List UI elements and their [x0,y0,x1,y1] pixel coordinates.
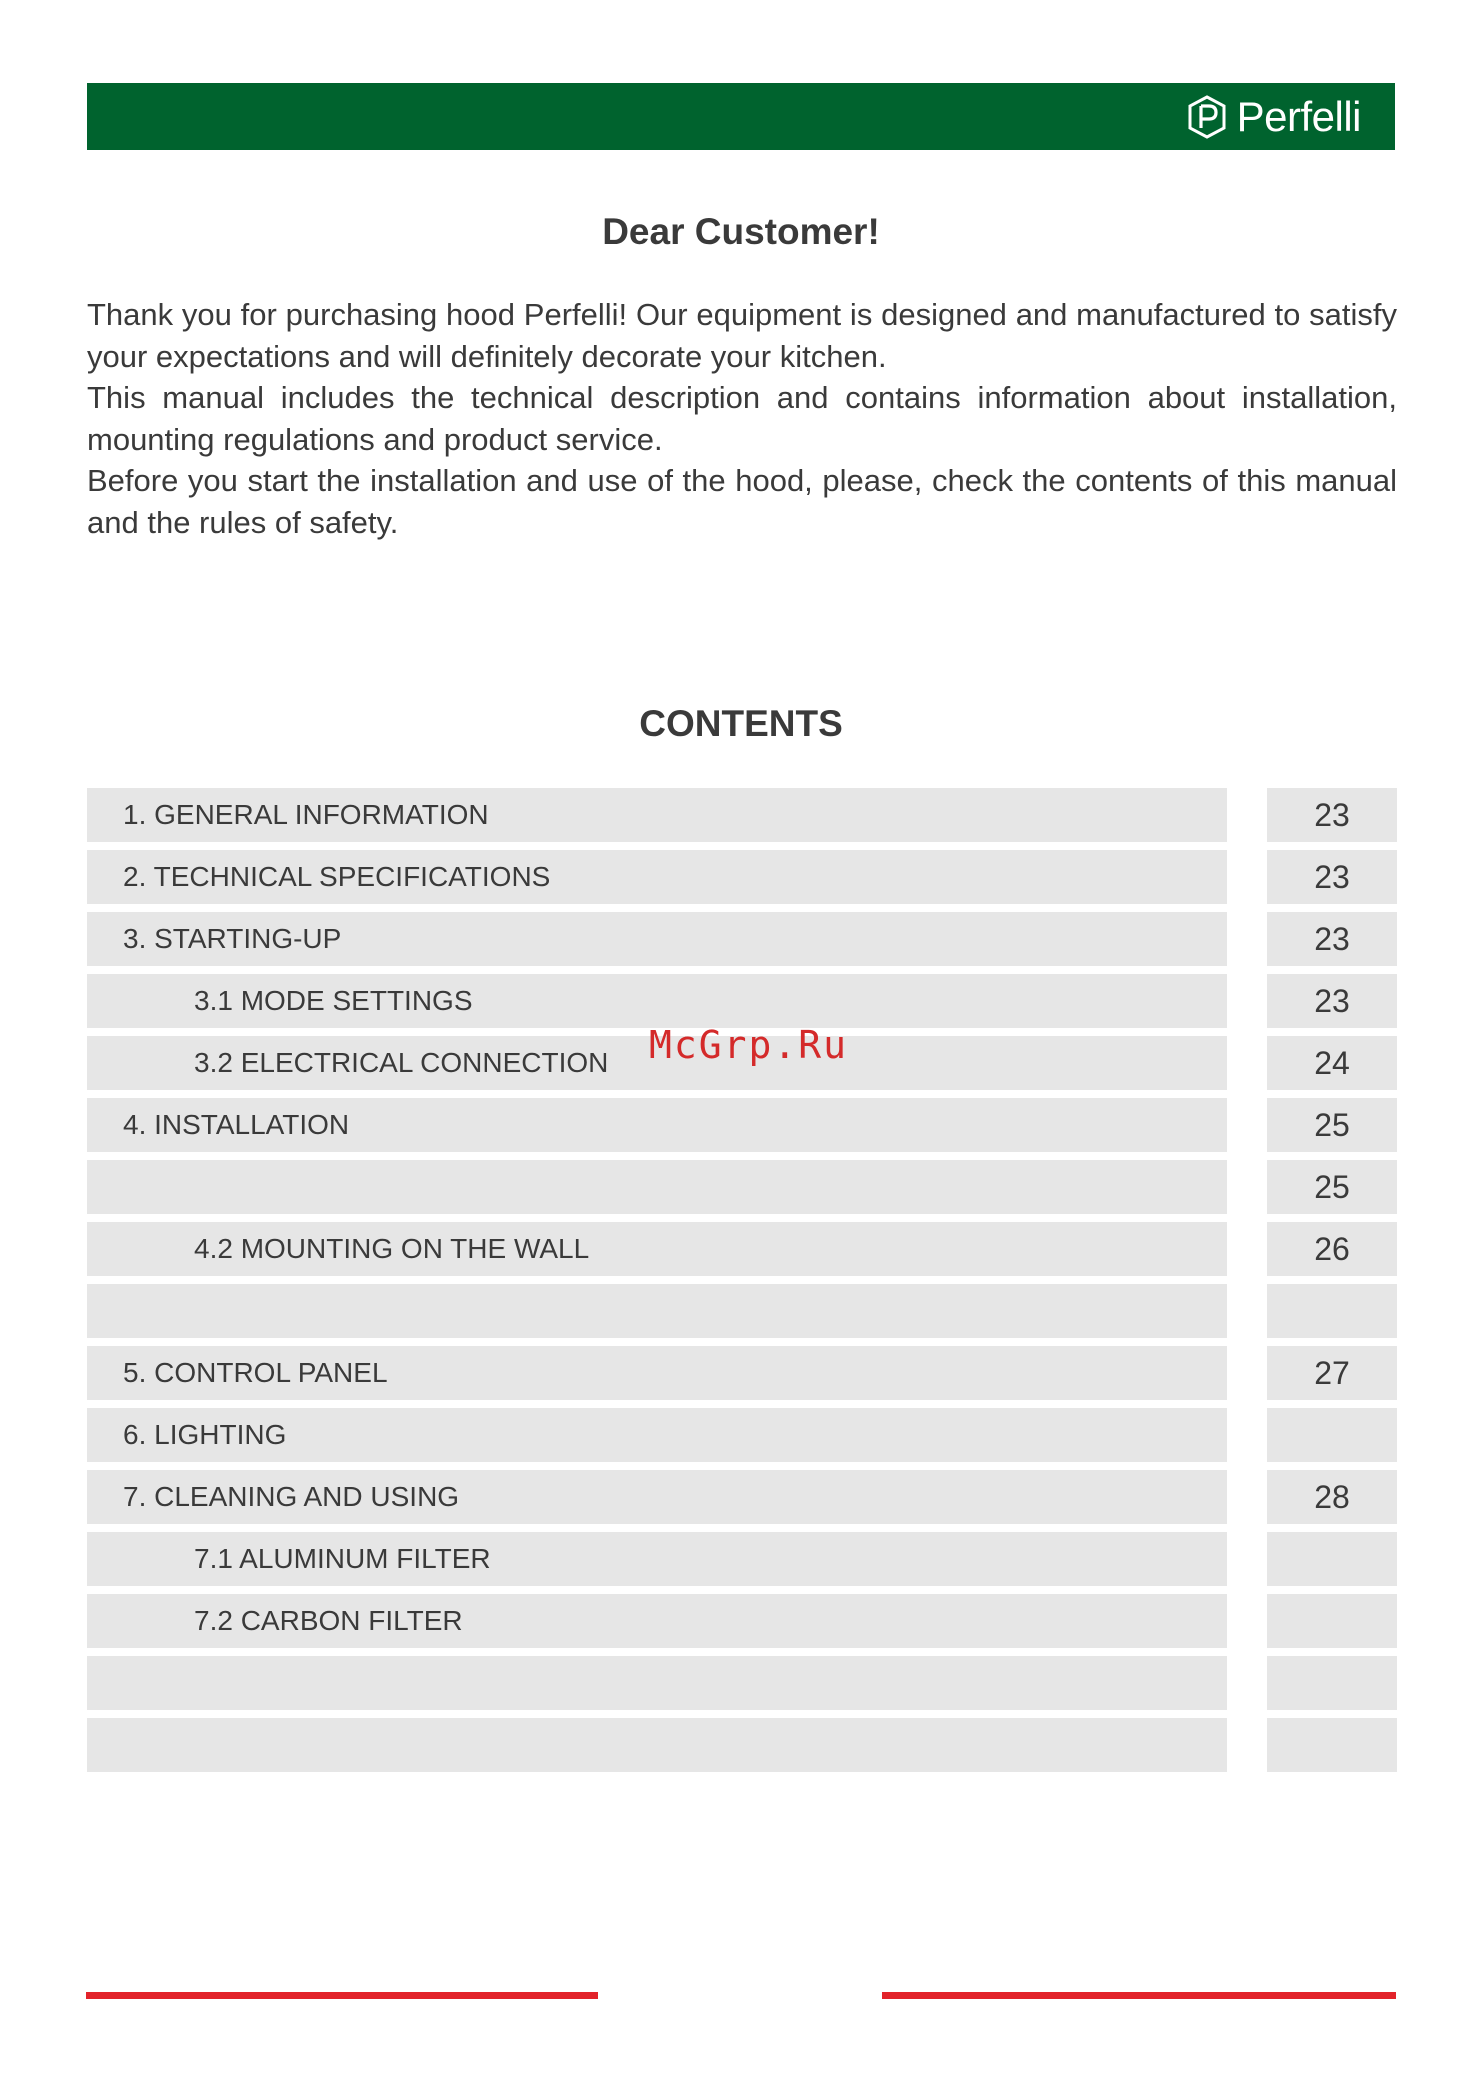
footer-line-right [882,1992,1396,1999]
toc-row [87,1408,1397,1462]
toc-row [87,1098,1397,1152]
toc-row [87,1718,1397,1772]
greeting-heading: Dear Customer! [602,211,880,252]
toc-row [87,788,1397,842]
toc-row [87,974,1397,1028]
toc-page-number: 28 [1267,1470,1397,1524]
toc-row [87,1346,1397,1400]
toc-page-number: 23 [1267,788,1397,842]
toc-entry-label: 3.2 ELECTRICAL CONNECTION [87,1036,1227,1090]
toc-entry-label [87,1718,1227,1772]
toc-entry-label: 7.1 ALUMINUM FILTER [87,1532,1227,1586]
toc-row [87,912,1397,966]
toc-page-number: 26 [1267,1222,1397,1276]
toc-page-number [1267,1718,1397,1772]
toc-row [87,1222,1397,1276]
toc-row [87,850,1397,904]
toc-page-number: 24 [1267,1036,1397,1090]
toc-row [87,1532,1397,1586]
intro-paragraph: Thank you for purchasing hood Perfelli! Our equipment is designed and manufactured to satisfy your expectations and will definitely decorate your kitchen. [87,297,1397,374]
toc-entry-label: 3.1 MODE SETTINGS [87,974,1227,1028]
toc-page-number [1267,1656,1397,1710]
toc-entry-label: 4.2 MOUNTING ON THE WALL [87,1222,1227,1276]
toc-entry-label: 7.2 CARBON FILTER [87,1594,1227,1648]
brand-name: Perfelli [1236,92,1361,140]
intro-paragraph: Before you start the installation and use of the hood, please, check the contents of this manual and the rules of safety. [87,463,1397,540]
toc-entry-label [87,1160,1227,1214]
toc-page-number: 23 [1267,974,1397,1028]
toc-page-number: 25 [1267,1160,1397,1214]
toc-entry-label: 5. CONTROL PANEL [87,1346,1227,1400]
toc-page-number: 27 [1267,1346,1397,1400]
toc-entry-label: 7. CLEANING AND USING [87,1470,1227,1524]
brand-logo [1185,93,1361,141]
toc-entry-label: 4. INSTALLATION [87,1098,1227,1152]
intro-paragraph: This manual includes the technical description and contains information about installation, mounting regulations and product service. [87,380,1397,457]
toc-row [87,1594,1397,1648]
contents-title: CONTENTS [639,703,843,744]
footer-line-left [86,1992,598,1999]
toc-page-number: 25 [1267,1098,1397,1152]
toc-row [87,1470,1397,1524]
header-bar [87,83,1395,150]
perfelli-p-logo-icon [1185,95,1229,139]
toc-page-number: 23 [1267,912,1397,966]
toc-page-number [1267,1284,1397,1338]
toc-page-number [1267,1532,1397,1586]
table-of-contents [87,788,1397,1780]
toc-entry-label [87,1284,1227,1338]
toc-page-number [1267,1594,1397,1648]
toc-entry-label: 2. TECHNICAL SPECIFICATIONS [87,850,1227,904]
toc-entry-label: 1. GENERAL INFORMATION [87,788,1227,842]
toc-row [87,1284,1397,1338]
toc-entry-label [87,1656,1227,1710]
watermark: McGrp.Ru [649,1023,849,1067]
toc-page-number [1267,1408,1397,1462]
toc-entry-label: 3. STARTING-UP [87,912,1227,966]
toc-page-number: 23 [1267,850,1397,904]
toc-entry-label: 6. LIGHTING [87,1408,1227,1462]
toc-row [87,1160,1397,1214]
intro-text [87,294,1397,543]
toc-row [87,1656,1397,1710]
